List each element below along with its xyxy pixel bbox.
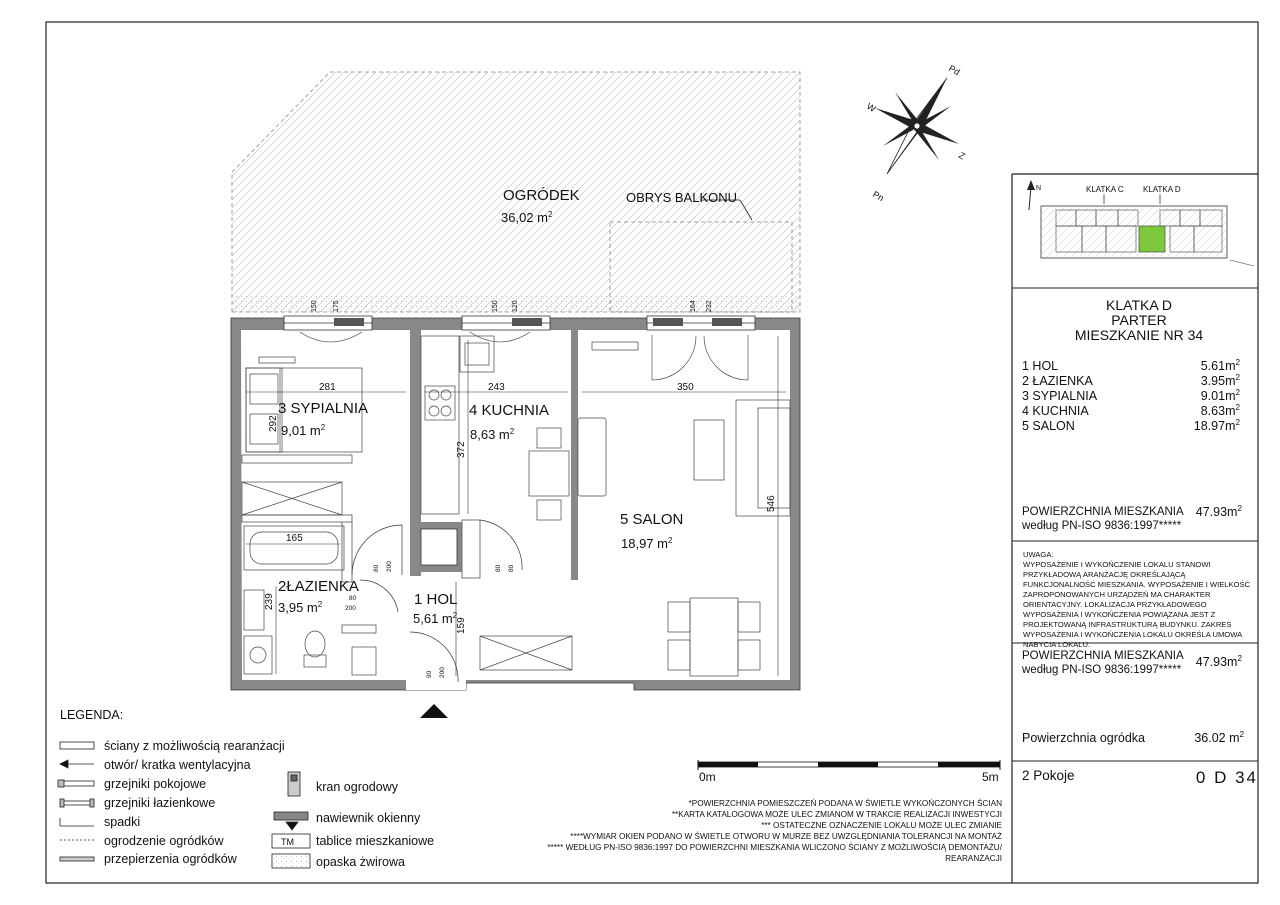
footnote: ***** WEDŁUG PN-ISO 9836:1997 DO POWIERZCHNI MIESZKANIA WLICZONO ŚCIANY Z MOŻLIWOŚCIĄ DEMONTAŻU/ — [547, 843, 1002, 852]
key-plan-north: N — [1036, 185, 1042, 192]
footnote: *** OSTATECZNE OZNACZENIE LOKALU MOŻE ULEC ZMIANIE — [761, 821, 1002, 830]
footnote: ****WYMIAR OKIEN PODANO W ŚWIETLE OTWORU W MURZE BEZ UWZGLĘDNIANIA TOLERANCJI NA MONTAŻ — [570, 832, 1002, 841]
legend-title: LEGENDA: — [60, 708, 124, 722]
svg-text:292: 292 — [268, 415, 279, 432]
garden-area-value: 36.02 m — [1194, 731, 1240, 745]
scale-bar — [698, 760, 1000, 770]
svg-text:232: 232 — [706, 300, 713, 312]
compass-label-e: Z — [957, 150, 967, 162]
kitchen-area: 8,63 $m^2$ — [470, 427, 515, 442]
salon-label: 5 SALON — [620, 511, 684, 528]
hall-area: 5,61 $m^2$ — [413, 611, 458, 626]
kitchen-label: 4 KUCHNIA — [469, 402, 550, 419]
svg-text:120: 120 — [512, 300, 519, 312]
compass-label-w: W — [865, 101, 878, 114]
rooms-count: 2 Pokoje — [1022, 768, 1075, 783]
legend-item: ściany z możliwością rearanżacji — [104, 739, 285, 753]
legend-item: grzejniki pokojowe — [104, 777, 207, 791]
apartment-header — [1015, 298, 1263, 343]
bathroom-label: 2ŁAZIENKA — [278, 578, 359, 595]
footnote: **KARTA KATALOGOWA MOŻE ULEC ZMIANOM W TRAKCIE REALIZACJI INWESTYCJI — [671, 810, 1002, 819]
svg-text:80: 80 — [373, 564, 380, 572]
rooms-table — [1022, 359, 1240, 434]
legend-item: grzejniki łazienkowe — [104, 796, 216, 810]
svg-text:243: 243 — [488, 382, 505, 393]
footer-row — [1022, 768, 1258, 788]
svg-text:175: 175 — [333, 300, 340, 312]
garden-area-label-text: Powierzchnia ogródka — [1022, 731, 1145, 745]
scale-start: 0m — [699, 770, 716, 784]
svg-text:90: 90 — [426, 670, 433, 678]
svg-text:150: 150 — [311, 300, 318, 312]
svg-text:239: 239 — [264, 593, 275, 610]
legend-item: spadki — [104, 815, 141, 829]
garden-area-row: Powierzchnia ogródka 36.02 $m^2$ — [1022, 729, 1244, 745]
apartment-title: MIESZKANIE NR 34 — [1074, 327, 1204, 343]
key-plan-highlight — [1139, 226, 1165, 252]
balcony-outline-label: OBRYS BALKONU — [626, 190, 738, 205]
footnotes — [482, 798, 1002, 864]
room-row: 2 ŁAZIENKA $3.95m^2$ — [1022, 372, 1240, 388]
svg-text:200: 200 — [345, 605, 356, 612]
north-arrow-icon — [1027, 180, 1035, 190]
svg-text:200: 200 — [439, 667, 446, 678]
legend-item: kran ogrodowy — [316, 780, 398, 794]
room-row: 1 HOL $5.61m^2$ — [1022, 357, 1240, 373]
bedroom-area: 9,01 $m^2$ — [281, 423, 326, 438]
svg-text:200: 200 — [386, 561, 393, 572]
compass-label-n: Pd — [947, 63, 962, 78]
legend-item: nawiewnik okienny — [316, 811, 421, 825]
key-plan-label-d: KLATKA D — [1143, 185, 1181, 194]
svg-text:159: 159 — [456, 617, 467, 634]
svg-text:546: 546 — [766, 495, 777, 512]
svg-text:80: 80 — [508, 564, 515, 572]
svg-text:281: 281 — [319, 382, 336, 393]
svg-text:372: 372 — [456, 441, 467, 458]
garden-label: OGRÓDEK — [503, 187, 580, 204]
legend-tm-symbol: TM — [281, 837, 294, 847]
notes-heading: UWAGA: — [1023, 550, 1054, 559]
compass-label-s: Pn — [871, 189, 886, 204]
salon-area: 18,97 $m^2$ — [621, 536, 673, 551]
stairwell-title: KLATKA D — [1106, 297, 1172, 313]
compass-rose-icon — [875, 78, 959, 174]
svg-text:350: 350 — [677, 382, 694, 393]
hall-label: 1 HOL — [414, 591, 458, 608]
notes-block — [1023, 550, 1255, 650]
apartment-area-summary: POWIERZCHNIA MIESZKANIA według PN-ISO 9836:1997***** $47.93m^2$ — [1022, 503, 1242, 532]
footnote: REARANŻACJI — [945, 854, 1002, 863]
svg-text:80: 80 — [349, 595, 357, 602]
legend-item: otwór/ kratka wentylacyjna — [104, 758, 251, 772]
scale-end: 5m — [982, 770, 999, 784]
floor-title: PARTER — [1111, 312, 1167, 328]
apartment-code: 0 D 34 — [1195, 768, 1258, 787]
legend-item: tablice mieszkaniowe — [316, 834, 435, 848]
svg-text:150: 150 — [492, 300, 499, 312]
legend-item: ogrodzenie ogródków — [104, 834, 224, 848]
garden-area-label: 36,02 $m^2$ — [501, 210, 553, 225]
svg-text:165: 165 — [286, 533, 303, 544]
footnote: *POWIERZCHNIA POMIESZCZEŃ PODANA W ŚWIETLE WYKOŃCZONYCH ŚCIAN — [688, 799, 1002, 808]
notes-text: WYPOSAŻENIE I WYKOŃCZENIE LOKALU STANOWI PRZYKŁADOWĄ ARANŻACJĘ OKREŚLAJĄCĄ FUNKCJONALNOŚĆ MIESZKANIA. WYPOSAŻENIE I WIELKOŚĆ ZAPROPONOWANYCH URZĄDZEŃ MA CHARAKTER ORIENTACYJNY. LOKALIZACJA PRZYKŁADOWEGO WYPOSAŻENIA I WYKOŃCZENIA POWIĄZANA JEST Z PROJEKTOWANĄ INFRASTRUKTURĄ BUDYNKU. ZAKRES WYPOSAŻENIA I WYKOŃCZENIA LOKALU OKREŚLA UMOWA NABYCIA LOKALU. — [1023, 560, 1251, 649]
apartment-area-summary-repeat: POWIERZCHNIA MIESZKANIA według PN-ISO 9836:1997***** $47.93m^2$ — [1022, 650, 1242, 676]
key-plan — [1027, 180, 1254, 266]
svg-text:164: 164 — [690, 300, 697, 312]
bathroom-area: 3,95 $m^2$ — [278, 600, 323, 615]
key-plan-label-c: KLATKA C — [1086, 185, 1124, 194]
legend-item: przepierzenia ogródków — [104, 852, 237, 866]
room-row: 4 KUCHNIA $8.63m^2$ — [1022, 402, 1240, 418]
entrance-arrow-icon — [420, 704, 448, 718]
room-row: 5 SALON $18.97m^2$ — [1022, 417, 1240, 433]
apartment-walls — [231, 318, 800, 690]
room-row: 3 SYPIALNIA $9.01m^2$ — [1022, 387, 1240, 403]
bedroom-label: 3 SYPIALNIA — [278, 400, 369, 417]
legend-item: opaska żwirowa — [316, 855, 405, 869]
svg-text:80: 80 — [495, 564, 502, 572]
